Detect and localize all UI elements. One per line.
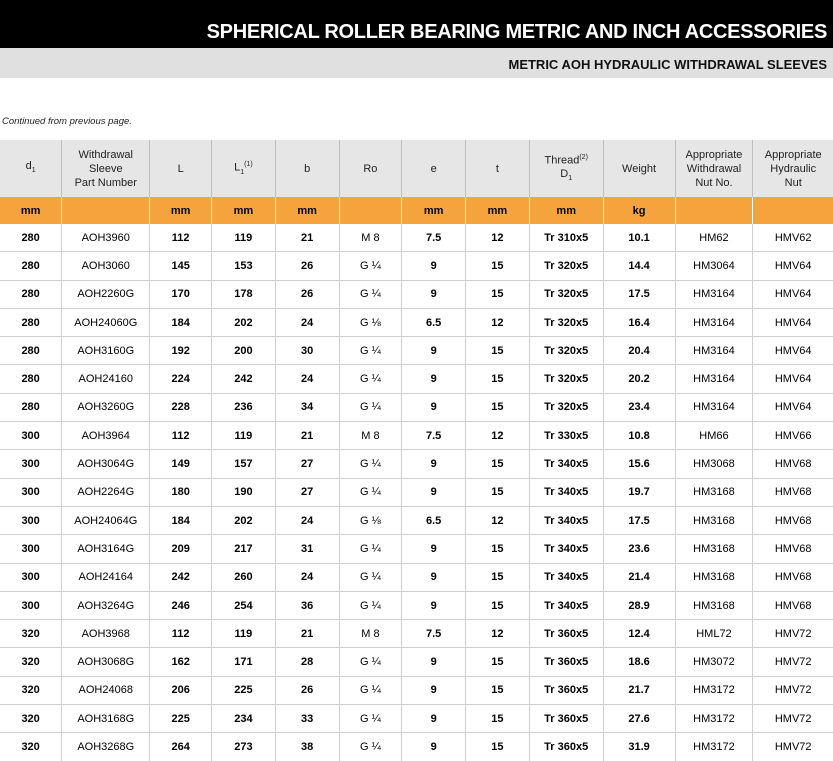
table-row bbox=[0, 506, 833, 534]
cell-L: 228 bbox=[150, 393, 212, 421]
cell-L: 180 bbox=[150, 478, 212, 506]
cell-e: 9 bbox=[402, 450, 466, 478]
table-row bbox=[0, 422, 833, 450]
cell-withdrawal-nut: HM3164 bbox=[675, 308, 753, 336]
cell-withdrawal-nut: HM3168 bbox=[675, 535, 753, 563]
cell-thread: Tr 360x5 bbox=[529, 620, 603, 648]
cell-L1: 190 bbox=[212, 478, 276, 506]
cell-e: 9 bbox=[402, 591, 466, 619]
cell-ro: G ¼ bbox=[339, 478, 402, 506]
cell-b: 21 bbox=[275, 422, 339, 450]
cell-L1: 119 bbox=[212, 422, 276, 450]
cell-t: 15 bbox=[466, 563, 530, 591]
cell-ro: M 8 bbox=[339, 422, 402, 450]
col-header-weight: Weight bbox=[603, 140, 675, 197]
cell-t: 15 bbox=[466, 365, 530, 393]
table-row bbox=[0, 280, 833, 308]
table-row bbox=[0, 224, 833, 252]
cell-t: 15 bbox=[466, 252, 530, 280]
cell-ro: G ¼ bbox=[339, 563, 402, 591]
cell-t: 15 bbox=[466, 733, 530, 761]
cell-e: 9 bbox=[402, 648, 466, 676]
cell-b: 24 bbox=[275, 308, 339, 336]
unit-cell: mm bbox=[466, 197, 530, 224]
unit-cell: mm bbox=[529, 197, 603, 224]
col-header-e: e bbox=[402, 140, 466, 197]
cell-thread: Tr 340x5 bbox=[529, 563, 603, 591]
cell-hydraulic-nut: HMV72 bbox=[753, 648, 833, 676]
cell-weight: 16.4 bbox=[603, 308, 675, 336]
cell-b: 24 bbox=[275, 506, 339, 534]
cell-L: 184 bbox=[150, 506, 212, 534]
cell-L1: 153 bbox=[212, 252, 276, 280]
cell-thread: Tr 330x5 bbox=[529, 422, 603, 450]
cell-hydraulic-nut: HMV64 bbox=[753, 393, 833, 421]
unit-cell: mm bbox=[0, 197, 62, 224]
cell-weight: 21.4 bbox=[603, 563, 675, 591]
cell-weight: 10.1 bbox=[603, 224, 675, 252]
cell-hydraulic-nut: HMV66 bbox=[753, 422, 833, 450]
cell-hydraulic-nut: HMV68 bbox=[753, 478, 833, 506]
cell-weight: 20.4 bbox=[603, 337, 675, 365]
cell-part-number: AOH3168G bbox=[62, 705, 150, 733]
cell-t: 15 bbox=[466, 591, 530, 619]
cell-withdrawal-nut: HM3168 bbox=[675, 478, 753, 506]
cell-thread: Tr 320x5 bbox=[529, 252, 603, 280]
cell-d1: 280 bbox=[0, 280, 62, 308]
cell-thread: Tr 320x5 bbox=[529, 280, 603, 308]
cell-ro: G ¼ bbox=[339, 393, 402, 421]
cell-e: 9 bbox=[402, 252, 466, 280]
col-header-withdrawal-nut: Appropriate Withdrawal Nut No. bbox=[675, 140, 753, 197]
cell-ro: G ¼ bbox=[339, 450, 402, 478]
cell-withdrawal-nut: HM66 bbox=[675, 422, 753, 450]
cell-part-number: AOH3068G bbox=[62, 648, 150, 676]
cell-weight: 17.5 bbox=[603, 280, 675, 308]
cell-ro: G ¼ bbox=[339, 535, 402, 563]
cell-hydraulic-nut: HMV72 bbox=[753, 676, 833, 704]
cell-part-number: AOH3964 bbox=[62, 422, 150, 450]
cell-L: 264 bbox=[150, 733, 212, 761]
cell-hydraulic-nut: HMV68 bbox=[753, 450, 833, 478]
cell-L1: 171 bbox=[212, 648, 276, 676]
cell-L: 145 bbox=[150, 252, 212, 280]
cell-thread: Tr 340x5 bbox=[529, 450, 603, 478]
cell-part-number: AOH3164G bbox=[62, 535, 150, 563]
cell-part-number: AOH3064G bbox=[62, 450, 150, 478]
cell-d1: 300 bbox=[0, 535, 62, 563]
cell-thread: Tr 340x5 bbox=[529, 506, 603, 534]
cell-thread: Tr 340x5 bbox=[529, 535, 603, 563]
cell-withdrawal-nut: HM3168 bbox=[675, 506, 753, 534]
cell-L1: 225 bbox=[212, 676, 276, 704]
cell-d1: 300 bbox=[0, 506, 62, 534]
col-header-L1: $L_1^{(1)}$ bbox=[212, 140, 276, 197]
table-row bbox=[0, 676, 833, 704]
cell-hydraulic-nut: HMV64 bbox=[753, 337, 833, 365]
cell-b: 38 bbox=[275, 733, 339, 761]
cell-d1: 300 bbox=[0, 450, 62, 478]
cell-t: 15 bbox=[466, 705, 530, 733]
cell-d1: 320 bbox=[0, 676, 62, 704]
cell-d1: 320 bbox=[0, 648, 62, 676]
units-row bbox=[0, 197, 833, 224]
cell-b: 30 bbox=[275, 337, 339, 365]
cell-e: 9 bbox=[402, 365, 466, 393]
cell-b: 27 bbox=[275, 478, 339, 506]
cell-thread: Tr 320x5 bbox=[529, 337, 603, 365]
unit-cell: mm bbox=[275, 197, 339, 224]
col-header-ro: Ro bbox=[339, 140, 402, 197]
cell-d1: 300 bbox=[0, 422, 62, 450]
cell-part-number: AOH24164 bbox=[62, 563, 150, 591]
unit-cell: mm bbox=[150, 197, 212, 224]
cell-L: 112 bbox=[150, 422, 212, 450]
table-row bbox=[0, 705, 833, 733]
cell-weight: 15.6 bbox=[603, 450, 675, 478]
cell-weight: 10.8 bbox=[603, 422, 675, 450]
cell-L1: 260 bbox=[212, 563, 276, 591]
cell-d1: 280 bbox=[0, 365, 62, 393]
cell-thread: Tr 320x5 bbox=[529, 393, 603, 421]
col-header-b: b bbox=[275, 140, 339, 197]
cell-L: 162 bbox=[150, 648, 212, 676]
cell-e: 9 bbox=[402, 705, 466, 733]
cell-L1: 178 bbox=[212, 280, 276, 308]
cell-weight: 14.4 bbox=[603, 252, 675, 280]
cell-t: 12 bbox=[466, 422, 530, 450]
cell-hydraulic-nut: HMV72 bbox=[753, 705, 833, 733]
cell-ro: G ¼ bbox=[339, 252, 402, 280]
cell-thread: Tr 340x5 bbox=[529, 478, 603, 506]
cell-e: 9 bbox=[402, 535, 466, 563]
cell-e: 9 bbox=[402, 733, 466, 761]
cell-t: 15 bbox=[466, 450, 530, 478]
cell-d1: 280 bbox=[0, 308, 62, 336]
table-row bbox=[0, 733, 833, 761]
cell-withdrawal-nut: HM3164 bbox=[675, 393, 753, 421]
cell-withdrawal-nut: HM3068 bbox=[675, 450, 753, 478]
cell-part-number: AOH24064G bbox=[62, 506, 150, 534]
cell-d1: 280 bbox=[0, 337, 62, 365]
cell-t: 12 bbox=[466, 308, 530, 336]
cell-e: 9 bbox=[402, 478, 466, 506]
cell-ro: G ⅛ bbox=[339, 506, 402, 534]
cell-hydraulic-nut: HMV64 bbox=[753, 308, 833, 336]
cell-L1: 202 bbox=[212, 308, 276, 336]
cell-b: 31 bbox=[275, 535, 339, 563]
cell-b: 27 bbox=[275, 450, 339, 478]
cell-ro: G ¼ bbox=[339, 365, 402, 393]
cell-thread: Tr 310x5 bbox=[529, 224, 603, 252]
cell-hydraulic-nut: HMV64 bbox=[753, 280, 833, 308]
cell-thread: Tr 360x5 bbox=[529, 648, 603, 676]
table-row bbox=[0, 393, 833, 421]
cell-ro: G ¼ bbox=[339, 337, 402, 365]
cell-part-number: AOH24160 bbox=[62, 365, 150, 393]
cell-withdrawal-nut: HM3172 bbox=[675, 705, 753, 733]
cell-t: 15 bbox=[466, 393, 530, 421]
cell-L: 112 bbox=[150, 224, 212, 252]
cell-b: 21 bbox=[275, 620, 339, 648]
cell-part-number: AOH3260G bbox=[62, 393, 150, 421]
cell-part-number: AOH3264G bbox=[62, 591, 150, 619]
cell-e: 7.5 bbox=[402, 422, 466, 450]
cell-b: 21 bbox=[275, 224, 339, 252]
page-title: SPHERICAL ROLLER BEARING METRIC AND INCH ACCESSORIES bbox=[0, 0, 833, 48]
col-header-L: L bbox=[150, 140, 212, 197]
cell-hydraulic-nut: HMV72 bbox=[753, 620, 833, 648]
cell-t: 12 bbox=[466, 620, 530, 648]
cell-withdrawal-nut: HM3168 bbox=[675, 563, 753, 591]
cell-d1: 320 bbox=[0, 705, 62, 733]
col-header-hydraulic-nut: Appropriate Hydraulic Nut bbox=[753, 140, 833, 197]
cell-L1: 157 bbox=[212, 450, 276, 478]
cell-hydraulic-nut: HMV64 bbox=[753, 365, 833, 393]
cell-L1: 202 bbox=[212, 506, 276, 534]
cell-ro: G ¼ bbox=[339, 648, 402, 676]
cell-d1: 320 bbox=[0, 620, 62, 648]
cell-ro: G ¼ bbox=[339, 676, 402, 704]
cell-part-number: AOH2264G bbox=[62, 478, 150, 506]
cell-withdrawal-nut: HML72 bbox=[675, 620, 753, 648]
cell-thread: Tr 320x5 bbox=[529, 365, 603, 393]
cell-weight: 27.6 bbox=[603, 705, 675, 733]
unit-cell bbox=[62, 197, 150, 224]
cell-thread: Tr 340x5 bbox=[529, 591, 603, 619]
cell-L: 224 bbox=[150, 365, 212, 393]
cell-hydraulic-nut: HMV62 bbox=[753, 224, 833, 252]
cell-L: 206 bbox=[150, 676, 212, 704]
table-row bbox=[0, 563, 833, 591]
cell-weight: 17.5 bbox=[603, 506, 675, 534]
cell-t: 15 bbox=[466, 478, 530, 506]
cell-e: 6.5 bbox=[402, 506, 466, 534]
cell-e: 7.5 bbox=[402, 620, 466, 648]
cell-L: 246 bbox=[150, 591, 212, 619]
cell-L1: 236 bbox=[212, 393, 276, 421]
cell-b: 33 bbox=[275, 705, 339, 733]
cell-thread: Tr 360x5 bbox=[529, 733, 603, 761]
cell-e: 9 bbox=[402, 337, 466, 365]
cell-b: 34 bbox=[275, 393, 339, 421]
cell-thread: Tr 360x5 bbox=[529, 676, 603, 704]
cell-L: 184 bbox=[150, 308, 212, 336]
cell-hydraulic-nut: HMV68 bbox=[753, 563, 833, 591]
unit-cell bbox=[339, 197, 402, 224]
cell-weight: 28.9 bbox=[603, 591, 675, 619]
cell-weight: 20.2 bbox=[603, 365, 675, 393]
cell-withdrawal-nut: HM3164 bbox=[675, 280, 753, 308]
cell-d1: 300 bbox=[0, 478, 62, 506]
col-header-thread: Thread$^{(2)}$ $D_1$ bbox=[529, 140, 603, 197]
cell-e: 7.5 bbox=[402, 224, 466, 252]
cell-L1: 242 bbox=[212, 365, 276, 393]
cell-d1: 300 bbox=[0, 563, 62, 591]
cell-t: 15 bbox=[466, 648, 530, 676]
cell-b: 36 bbox=[275, 591, 339, 619]
cell-d1: 300 bbox=[0, 591, 62, 619]
col-header-d1: $d_1$ bbox=[0, 140, 62, 197]
table-row bbox=[0, 450, 833, 478]
section-subtitle: METRIC AOH HYDRAULIC WITHDRAWAL SLEEVES bbox=[0, 48, 833, 78]
cell-L1: 217 bbox=[212, 535, 276, 563]
unit-cell bbox=[753, 197, 833, 224]
col-header-t: t bbox=[466, 140, 530, 197]
cell-withdrawal-nut: HM3164 bbox=[675, 337, 753, 365]
cell-part-number: AOH3160G bbox=[62, 337, 150, 365]
cell-weight: 23.4 bbox=[603, 393, 675, 421]
cell-part-number: AOH3268G bbox=[62, 733, 150, 761]
cell-L1: 273 bbox=[212, 733, 276, 761]
table-row bbox=[0, 478, 833, 506]
cell-t: 12 bbox=[466, 224, 530, 252]
table-row bbox=[0, 365, 833, 393]
cell-weight: 12.4 bbox=[603, 620, 675, 648]
unit-cell: kg bbox=[603, 197, 675, 224]
cell-t: 15 bbox=[466, 280, 530, 308]
cell-L: 242 bbox=[150, 563, 212, 591]
unit-cell: mm bbox=[402, 197, 466, 224]
table-row bbox=[0, 535, 833, 563]
cell-withdrawal-nut: HM3172 bbox=[675, 676, 753, 704]
cell-ro: G ¼ bbox=[339, 591, 402, 619]
header-row bbox=[0, 140, 833, 197]
cell-weight: 18.6 bbox=[603, 648, 675, 676]
cell-L: 225 bbox=[150, 705, 212, 733]
table-row bbox=[0, 620, 833, 648]
cell-hydraulic-nut: HMV68 bbox=[753, 535, 833, 563]
table-row bbox=[0, 337, 833, 365]
table-row bbox=[0, 308, 833, 336]
cell-withdrawal-nut: HM62 bbox=[675, 224, 753, 252]
cell-weight: 23.6 bbox=[603, 535, 675, 563]
cell-d1: 280 bbox=[0, 393, 62, 421]
cell-ro: M 8 bbox=[339, 620, 402, 648]
cell-part-number: AOH24068 bbox=[62, 676, 150, 704]
cell-t: 15 bbox=[466, 337, 530, 365]
cell-hydraulic-nut: HMV68 bbox=[753, 591, 833, 619]
cell-L1: 200 bbox=[212, 337, 276, 365]
continued-note: Continued from previous page. bbox=[2, 116, 132, 127]
cell-d1: 280 bbox=[21, 231, 40, 244]
unit-cell: mm bbox=[212, 197, 276, 224]
cell-withdrawal-nut: HM3172 bbox=[675, 733, 753, 761]
cell-ro: G ¼ bbox=[339, 280, 402, 308]
cell-withdrawal-nut: HM3072 bbox=[675, 648, 753, 676]
cell-ro: G ¼ bbox=[339, 705, 402, 733]
cell-L1: 119 bbox=[212, 224, 276, 252]
cell-withdrawal-nut: HM3164 bbox=[675, 365, 753, 393]
cell-part-number: AOH3060 bbox=[62, 252, 150, 280]
cell-weight: 31.9 bbox=[603, 733, 675, 761]
unit-cell bbox=[675, 197, 753, 224]
cell-hydraulic-nut: HMV64 bbox=[753, 252, 833, 280]
cell-part-number: AOH24060G bbox=[62, 308, 150, 336]
cell-part-number: AOH2260G bbox=[62, 280, 150, 308]
cell-withdrawal-nut: HM3064 bbox=[675, 252, 753, 280]
cell-part-number: AOH3968 bbox=[62, 620, 150, 648]
cell-b: 26 bbox=[275, 676, 339, 704]
cell-hydraulic-nut: HMV72 bbox=[753, 733, 833, 761]
cell-b: 26 bbox=[275, 280, 339, 308]
cell-thread: Tr 320x5 bbox=[529, 308, 603, 336]
cell-t: 15 bbox=[466, 676, 530, 704]
cell-d1: 280 bbox=[0, 252, 62, 280]
cell-L: 192 bbox=[150, 337, 212, 365]
cell-d1: 320 bbox=[0, 733, 62, 761]
cell-L: 149 bbox=[150, 450, 212, 478]
cell-ro: G ¼ bbox=[339, 733, 402, 761]
cell-withdrawal-nut: HM3168 bbox=[675, 591, 753, 619]
col-header-sleeve: Withdrawal Sleeve Part Number bbox=[62, 140, 150, 197]
cell-L1: 234 bbox=[212, 705, 276, 733]
table-row bbox=[0, 591, 833, 619]
table-body bbox=[0, 224, 833, 761]
cell-L1: 119 bbox=[212, 620, 276, 648]
cell-part-number: AOH3960 bbox=[62, 224, 150, 252]
cell-e: 6.5 bbox=[402, 308, 466, 336]
cell-weight: 21.7 bbox=[603, 676, 675, 704]
cell-b: 28 bbox=[275, 648, 339, 676]
cell-L1: 254 bbox=[212, 591, 276, 619]
table-row bbox=[0, 648, 833, 676]
cell-e: 9 bbox=[402, 563, 466, 591]
cell-weight: 19.7 bbox=[603, 478, 675, 506]
cell-b: 26 bbox=[275, 252, 339, 280]
cell-b: 24 bbox=[275, 563, 339, 591]
sleeve-spec-table bbox=[0, 140, 833, 761]
cell-e: 9 bbox=[402, 393, 466, 421]
cell-t: 12 bbox=[466, 506, 530, 534]
cell-t: 15 bbox=[466, 535, 530, 563]
cell-e: 9 bbox=[402, 280, 466, 308]
cell-hydraulic-nut: HMV68 bbox=[753, 506, 833, 534]
cell-ro: G ⅛ bbox=[339, 308, 402, 336]
cell-L: 209 bbox=[150, 535, 212, 563]
table-row bbox=[0, 252, 833, 280]
cell-ro: M 8 bbox=[339, 224, 402, 252]
cell-e: 9 bbox=[402, 676, 466, 704]
cell-L: 112 bbox=[150, 620, 212, 648]
cell-L: 170 bbox=[150, 280, 212, 308]
cell-thread: Tr 360x5 bbox=[529, 705, 603, 733]
cell-b: 24 bbox=[275, 365, 339, 393]
